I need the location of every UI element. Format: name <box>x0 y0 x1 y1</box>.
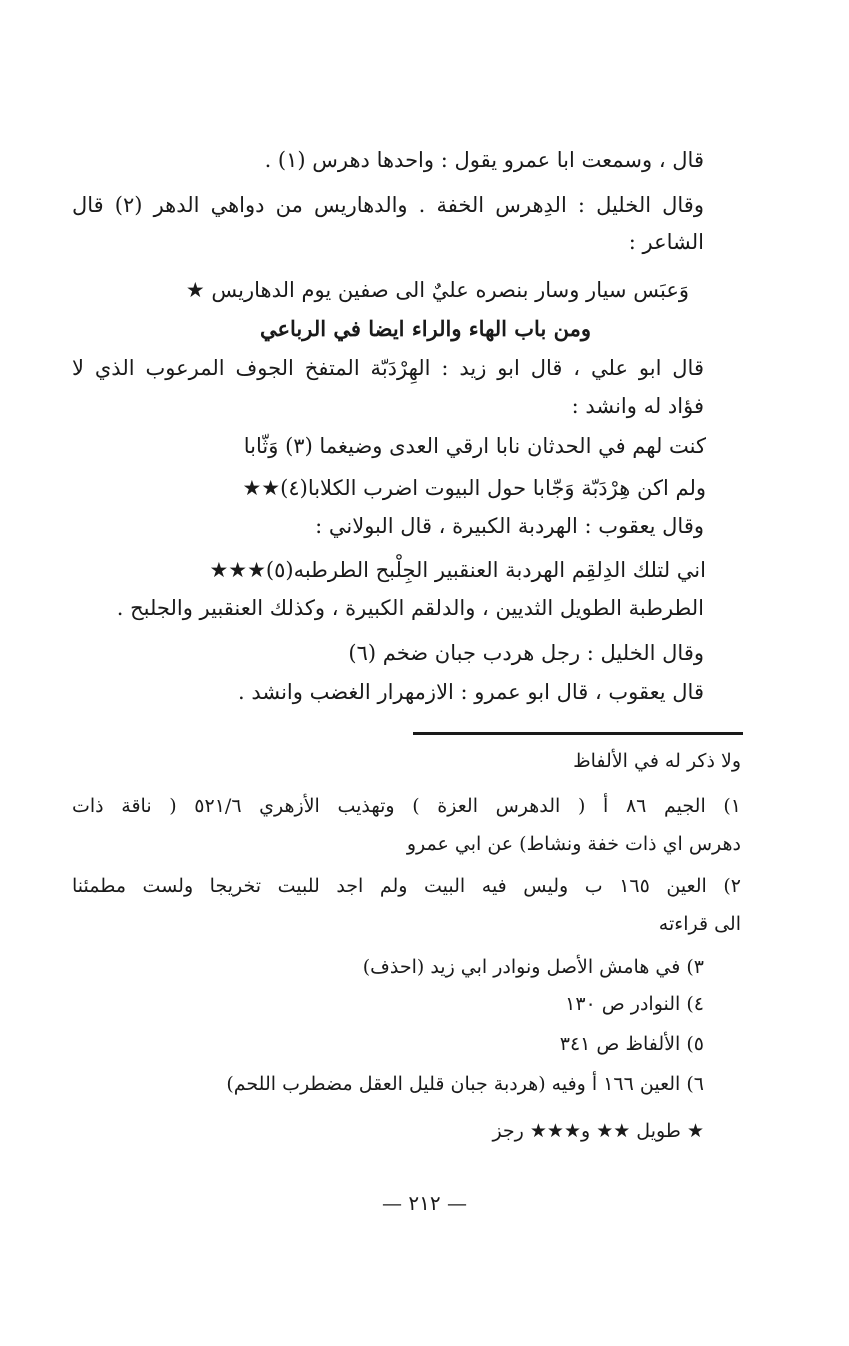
verse-line: وَعبَس سيار وسار بنصره عليٌ الى صفين يوم الدهاريس ★ <box>185 278 689 302</box>
meter-legend: ★ طويل ★★ و★★★ رجز <box>492 1120 704 1142</box>
footnote: ٥) الألفاظ ص ٣٤١ <box>559 1033 704 1055</box>
footnote: ٦) العين ١٦٦ أ وفيه (هردبة جبان قليل العقل مضطرب اللحم) <box>226 1073 704 1095</box>
footnote-separator <box>413 732 743 735</box>
text-line: وقال يعقوب : الهردبة الكبيرة ، قال البولاني : <box>315 514 704 538</box>
text-line: وقال الخليل : الدِهرس الخفة . والدهاريس من دواهي الدهر (٢) قال <box>72 193 704 217</box>
text-line: قال ابو علي ، قال ابو زيد : الهِرْدَبّة المتفخ الجوف المرعوب الذي لا <box>72 356 704 380</box>
footnote: ١) الجيم ٨٦ أ ( الدهرس العزة ) وتهذيب الأزهري ٥٢١/٦ ( ناقة ذات <box>72 795 741 817</box>
footnote: ٢) العين ١٦٥ ب وليس فيه البيت ولم اجد للبيت تخريجا ولست مطمئنا <box>72 875 741 897</box>
text-line: وقال الخليل : رجل هردب جبان ضخم (٦) <box>348 641 704 665</box>
text-line: قال يعقوب ، قال ابو عمرو : الازمهرار الغضب وانشد . <box>237 680 704 704</box>
section-heading: ومن باب الهاء والراء ايضا في الرباعي <box>259 316 591 341</box>
text-line: فؤاد له وانشد : <box>571 394 704 418</box>
footnote: الى قراءته <box>658 913 741 935</box>
page-number: — ٢١٢ — <box>382 1191 467 1215</box>
text-line: الشاعر : <box>628 230 704 254</box>
verse-line: اني لتلك الدِلقِم الهردبة العنقبير الجِلْبح الطرطبه(٥)★★★ <box>209 558 706 582</box>
verse-line: كنت لهم في الحدثان نابا ارقي العدى وضيغما (٣) وَثّابا <box>243 434 706 458</box>
footnote: ٤) النوادر ص ١٣٠ <box>565 993 704 1015</box>
verse-line: ولم اكن هِرْدَبّة وَجّابا حول البيوت اضرب الكلابا(٤)★★ <box>242 476 706 500</box>
footnote: دهرس اي ذات خفة ونشاط) عن ابي عمرو <box>406 833 741 855</box>
footnote: ٣) في هامش الأصل ونوادر ابي زيد (احذف) <box>362 956 704 978</box>
text-line: الطرطبة الطويل الثديين ، والدلقم الكبيرة ، وكذلك العنقبير والجلبح . <box>116 596 704 620</box>
text-line: قال ، وسمعت ابا عمرو يقول : واحدها دهرس (١) . <box>264 148 704 172</box>
footnote-intro: ولا ذكر له في الألفاظ <box>573 750 741 772</box>
